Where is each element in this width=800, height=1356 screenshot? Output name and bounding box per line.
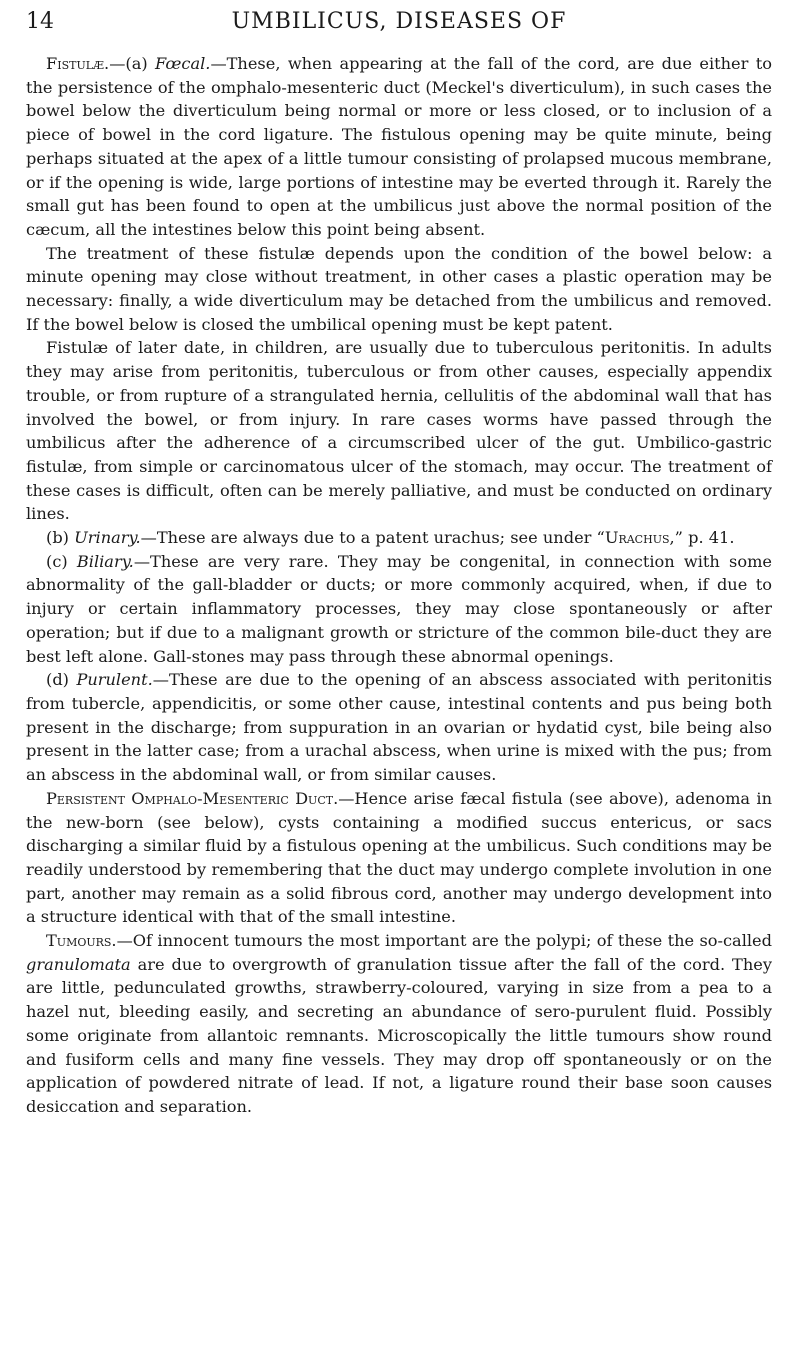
paragraph-later-fistulae: Fistulæ of later date, in children, are usually due to tuberculous peritonitis. In adults they may arise from peritonitis, tuberculous or from other causes, especially appendix trouble, or from rupture of a strangulated hernia, cellulitis of the abdominal wall that has involved the bowel, or from injury. In rare cases worms have passed through the umbilicus after the adherence of a circumscribed ulcer of the gut. Umbilico-gastric fistulæ, from simple or carcinomatous ulcer of the stomach, may occur. The treatment of these cases is difficult, often can be merely palliative, and must be conducted on ordinary lines. [26,338,772,524]
paragraph-treatment: The treatment of these fistulæ depends upon the condition of the bowel below: a minute opening may close without treatment, in other cases a plastic operation may be necessary: finally, a wide diverticulum may be detached from the umbilicus and removed. If the bowel below is closed the umbilical opening must be kept patent. [26,243,772,334]
subheading-urinary: Urinary. [74,528,141,548]
body-text [26,52,772,1119]
subheading-biliary: Biliary. [76,551,134,571]
running-head: UMBILICUS, DISEASES OF [231,9,567,34]
paragraph-purulent: (d) Purulent.—These are due to the opening of an abscess associated with peritonitis from tubercle, appendicitis, or some other cause, intestinal contents and pus being both present in the discharge; from suppuration in an ovarian or hydatid cyst, bile being also present in the latter case; from a urachal abscess, when urine is mixed with the pus; from an abscess in the abdominal wall, or from similar causes. [26,670,773,785]
page-number: 14 [26,9,54,34]
section-heading-fistulae: Fistulæ. [46,54,110,73]
subheading-faecal: Fœcal. [155,54,211,73]
paragraph-biliary: (c) Biliary.—These are very rare. They may be congenital, in connection with some abnormality of the gall-bladder or ducts; or more commonly acquired, when, if due to injury or certain inflammatory processes, they may close spontaneously or after operation; but if due to a malignant growth or stricture of the common bile-duct they are best left alone. Gall-stones may pass through these abnormal openings. [26,551,772,666]
section-heading-tumours: Tumours. [46,931,117,951]
paragraph-urinary: (b) Urinary.—These are always due to a patent urachus; see under “Urachus,” p. 41. [46,528,735,548]
cross-reference-urachus: Urachus, [604,528,675,548]
subheading-purulent: Purulent. [76,670,153,690]
paragraph-tumours: Tumours.—Of innocent tumours the most important are the polypi; of these the so-called granulomata are due to overgrowth of granulation tissue after the fall of the cord. They are little, pedunculated growths, strawberry-coloured, varying in size from a pea to a hazel nut, bleeding easily, and secreting an abundance of sero-purulent fluid. Possibly some originate from allantoic remnants. Microscopically the little tumours show round and fusiform cells and many fine vessels. They may drop off spontaneously or on the application of powdered nitrate of lead. If not, a ligature round their base soon causes desiccation and separation. [26,931,772,1116]
page-header [26,9,772,45]
paragraph-fistulae-faecal: Fistulæ.—(a) Fœcal.—These, when appearing at the fall of the cord, are due either to the persistence of the omphalo-mesenteric duct (Meckel's diverticulum), in such cases the bowel below the diverticulum being normal or more or less closed, or to inclusion of a piece of bowel in the cord ligature. The fistulous opening may be quite minute, being perhaps situated at the apex of a little tumour consisting of prolapsed mucous membrane, or if the opening is wide, large portions of intestine may be everted through it. Rarely the small gut has been found to open at the umbilicus just above the normal position of the cæcum, all the intestines below this point being absent. [26,54,772,239]
term-granulomata: granulomata [26,954,131,974]
section-heading-omphalo-mesenteric-duct: Persistent Omphalo-Mesenteric Duct. [46,788,339,808]
paragraph-omphalo-mesenteric-duct: Persistent Omphalo-Mesenteric Duct.—Hence arise fæcal fistula (see above), adenoma in the new-born (see below), cysts containing a modified succus entericus, or sacs discharging a similar fluid by a fistulous opening at the umbilicus. Such conditions may be readily understood by remembering that the duct may undergo complete involution in one part, another may remain as a solid fibrous cord, another may undergo development into a structure identical with that of the small intestine. [26,788,773,927]
